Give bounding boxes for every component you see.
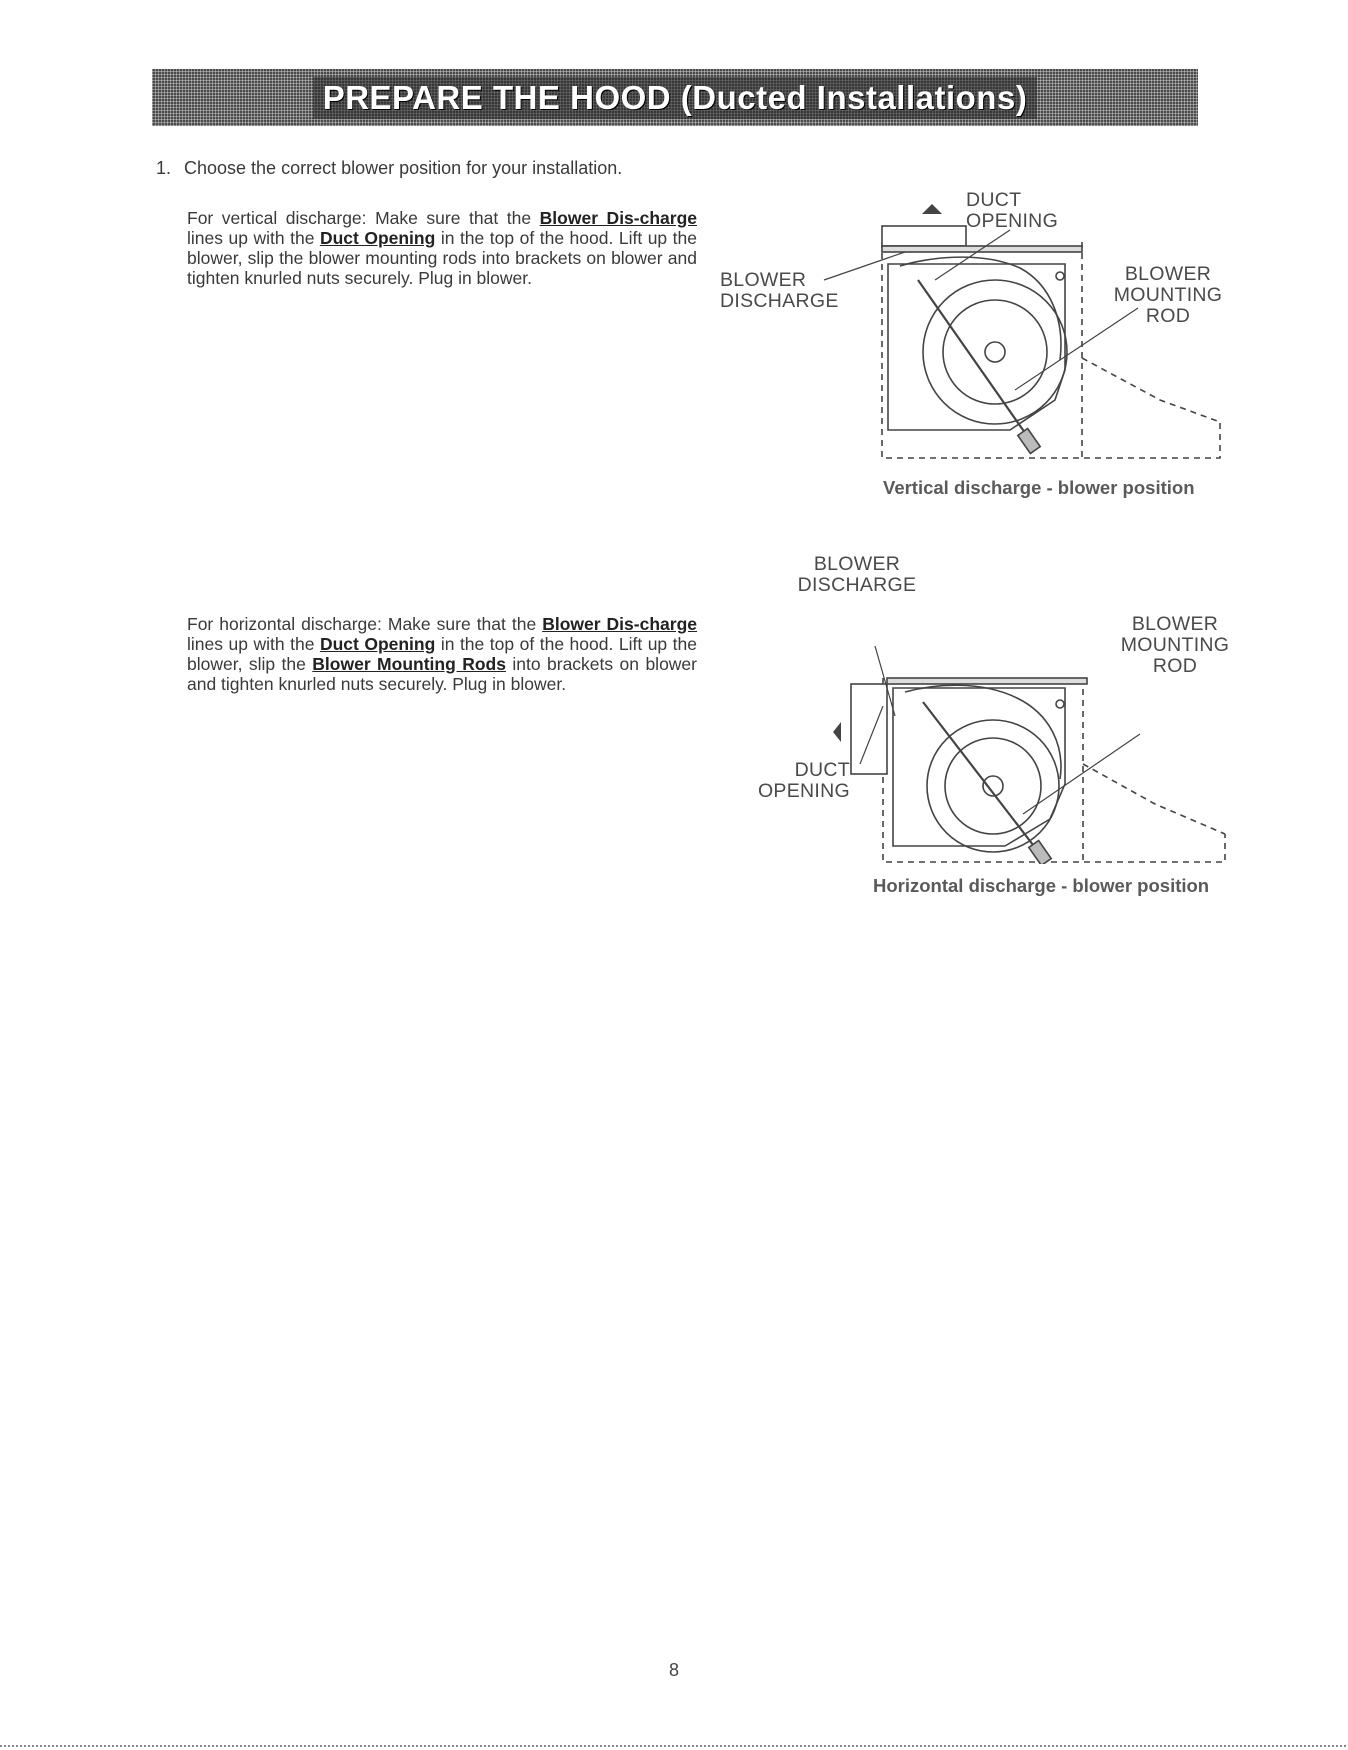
label-line: DUCT bbox=[794, 759, 850, 781]
duct-opening-term: Duct Opening bbox=[319, 634, 436, 654]
label-line: BLOWER bbox=[813, 553, 901, 575]
horizontal-discharge-instructions bbox=[187, 614, 697, 694]
text-run: For horizontal discharge: Make sure that the bbox=[187, 614, 543, 634]
section-title: PREPARE THE HOOD (Ducted Installations) bbox=[313, 77, 1038, 119]
blower-discharge-label bbox=[720, 270, 839, 312]
text-run: lines up with the bbox=[187, 634, 320, 654]
label-line: BLOWER bbox=[1124, 263, 1212, 285]
vertical-diagram-caption: Vertical discharge - blower position bbox=[883, 477, 1195, 498]
vertical-discharge-diagram bbox=[720, 190, 1240, 500]
label-line: MOUNTING bbox=[1120, 634, 1230, 656]
label-line: DUCT bbox=[966, 189, 1022, 211]
label-line: BLOWER bbox=[720, 269, 807, 291]
step-number: 1. bbox=[156, 158, 172, 178]
blower-mounting-rod-label bbox=[1115, 614, 1235, 677]
text-run: into brackets on blower and tighten knurled nuts securely. Plug in blower. bbox=[187, 654, 697, 694]
label-line: OPENING bbox=[966, 210, 1059, 232]
text-run: For vertical discharge: Make sure that the bbox=[187, 208, 540, 228]
label-line: MOUNTING bbox=[1113, 284, 1223, 306]
text-run: in the top of the hood. Lift up the blower, slip the bbox=[187, 634, 698, 674]
footer-divider bbox=[0, 1745, 1348, 1747]
horizontal-diagram-caption: Horizontal discharge - blower position bbox=[873, 875, 1210, 896]
vertical-discharge-instructions bbox=[187, 208, 697, 288]
label-line: DISCHARGE bbox=[797, 574, 917, 596]
label-line: OPENING bbox=[757, 780, 850, 802]
page-number: 8 bbox=[668, 1660, 679, 1680]
duct-opening-label bbox=[680, 760, 850, 802]
blower-discharge-label bbox=[757, 554, 957, 596]
label-line: BLOWER bbox=[1131, 613, 1219, 635]
step-item bbox=[156, 158, 622, 179]
blower-mounting-rods-term: Blower Mounting Rods bbox=[312, 654, 506, 674]
duct-opening-term: Duct Opening bbox=[319, 228, 436, 248]
duct-opening-label bbox=[910, 190, 1058, 232]
label-line: ROD bbox=[1145, 305, 1191, 327]
blower-discharge-term: Blower Dis-charge bbox=[539, 208, 698, 228]
text-run: lines up with the bbox=[187, 228, 320, 248]
blower-discharge-term: Blower Dis-charge bbox=[542, 614, 697, 634]
label-line: DISCHARGE bbox=[720, 290, 839, 312]
text-run: in the top of the hood. Lift up the blower, slip the blower mounting rods into brackets on blower and tighten knurled nuts securely. Plug in blower. bbox=[187, 228, 698, 288]
vertical-blower-illustration bbox=[720, 190, 1240, 500]
step-text: Choose the correct blower position for your installation. bbox=[184, 158, 623, 178]
blower-mounting-rod-label bbox=[1108, 264, 1228, 327]
horizontal-discharge-diagram bbox=[755, 553, 1240, 864]
section-header-banner bbox=[152, 69, 1198, 126]
label-line: ROD bbox=[1152, 655, 1198, 677]
